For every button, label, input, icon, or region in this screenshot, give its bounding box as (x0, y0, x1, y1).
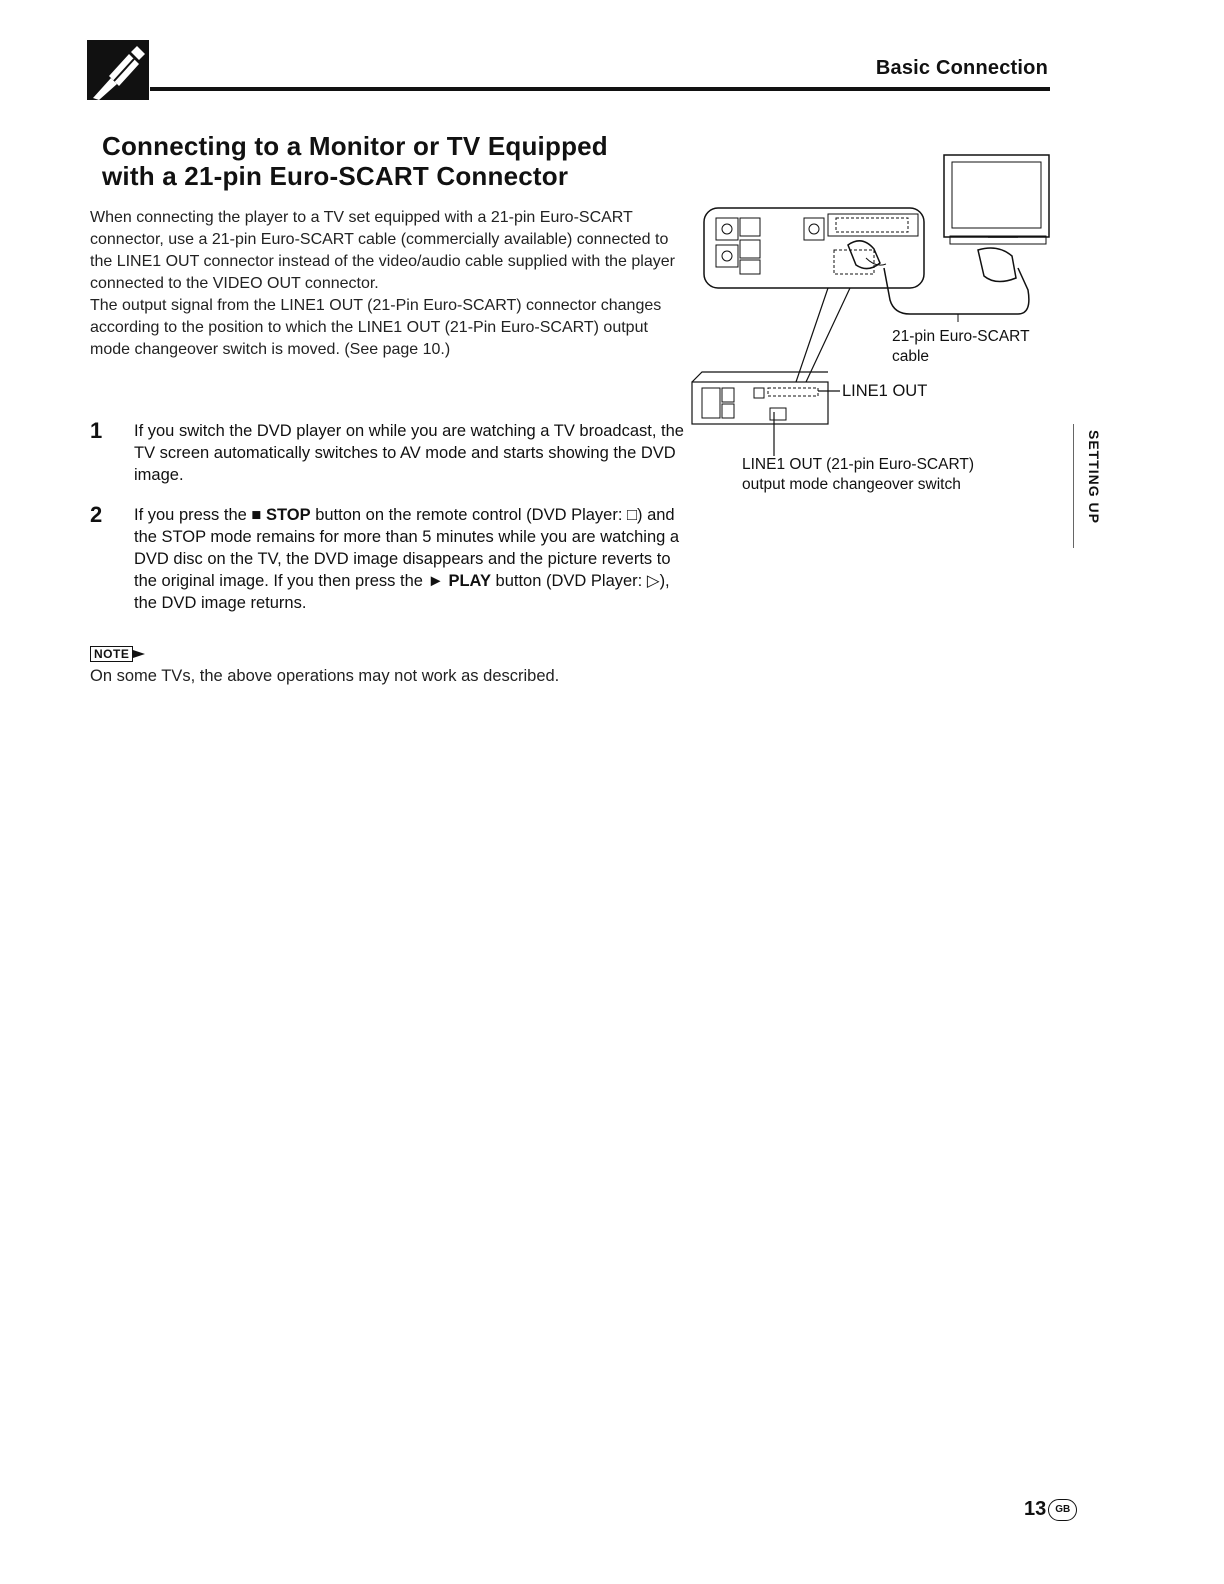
intro-paragraph-1: When connecting the player to a TV set equipped with a 21-pin Euro-SCART connector, use a 21-pin Euro-SCART cable (commercially available) connected to the LINE1 OUT connector instead of the video/audio cable supplied with the player connected to the VIDEO OUT connector. (90, 209, 675, 292)
cable-label-line2: cable (892, 348, 930, 365)
stop-button-label: STOP (265, 506, 311, 524)
cable-label-line1: 21-pin Euro-SCART (892, 328, 1030, 345)
step-list (90, 420, 690, 632)
note-badge (90, 646, 145, 662)
region-badge: GB (1048, 1499, 1077, 1521)
connection-diagram (688, 150, 1058, 500)
page-number-value: 13 (1024, 1498, 1047, 1520)
switch-label-line1: LINE1 OUT (21-pin Euro-SCART) (742, 456, 975, 473)
connector-plug-icon (87, 40, 149, 100)
step-text-part: ) and the STOP mode remains for more than 5 minutes while you are watching a DVD disc on the TV, the DVD image disappears and the picture reverts to the original image. If you then press the (134, 506, 680, 590)
step-text-part: button on the remote control (DVD Player: (310, 506, 628, 524)
note-block (90, 645, 690, 687)
cable-label (892, 327, 1030, 367)
step-text (134, 504, 690, 614)
play-arrow-icon: ► (427, 572, 444, 590)
step-number: 1 (90, 418, 103, 443)
stop-glyph-icon: □ (627, 506, 637, 524)
rear-panel-zoom (704, 208, 924, 288)
note-text: On some TVs, the above operations may not work as described. (90, 667, 560, 685)
page-title-line2: with a 21-pin Euro-SCART Connector (102, 161, 569, 191)
page-title-line1: Connecting to a Monitor or TV Equipped (102, 131, 608, 161)
step-text-part: If you press the (134, 506, 252, 524)
page-title (102, 131, 608, 191)
section-title: Basic Connection (875, 57, 1048, 79)
step-text: If you switch the DVD player on while you are watching a TV broadcast, the TV screen automatically switches to AV mode and starts showing the DVD image. (134, 422, 684, 484)
play-glyph-icon: ▷ (646, 572, 660, 590)
header-rule (150, 87, 1050, 91)
stop-square-icon: ■ (251, 506, 262, 524)
switch-label-line2: output mode changeover switch (742, 476, 961, 493)
step-text-part: ), the DVD image returns. (134, 572, 670, 612)
intro-text (90, 207, 680, 361)
line1-out-label: LINE1 OUT (842, 382, 928, 400)
page-number (1024, 1498, 1077, 1521)
tv-illustration (944, 155, 1049, 244)
step-number: 2 (90, 502, 103, 527)
switch-label (742, 455, 974, 495)
step-1 (90, 420, 690, 486)
note-arrow-icon (133, 648, 145, 660)
side-tab-label: SETTING UP (1086, 430, 1102, 525)
play-button-label: PLAY (448, 572, 491, 590)
intro-paragraph-2: The output signal from the LINE1 OUT (21-Pin Euro-SCART) connector changes according to the position to which the LINE1 OUT (21-Pin Euro-SCART) output mode changeover switch is moved. (See page 10.) (90, 297, 662, 358)
step-text-part: button (DVD Player: (490, 572, 647, 590)
note-label: NOTE (90, 646, 133, 662)
step-2 (90, 504, 690, 614)
